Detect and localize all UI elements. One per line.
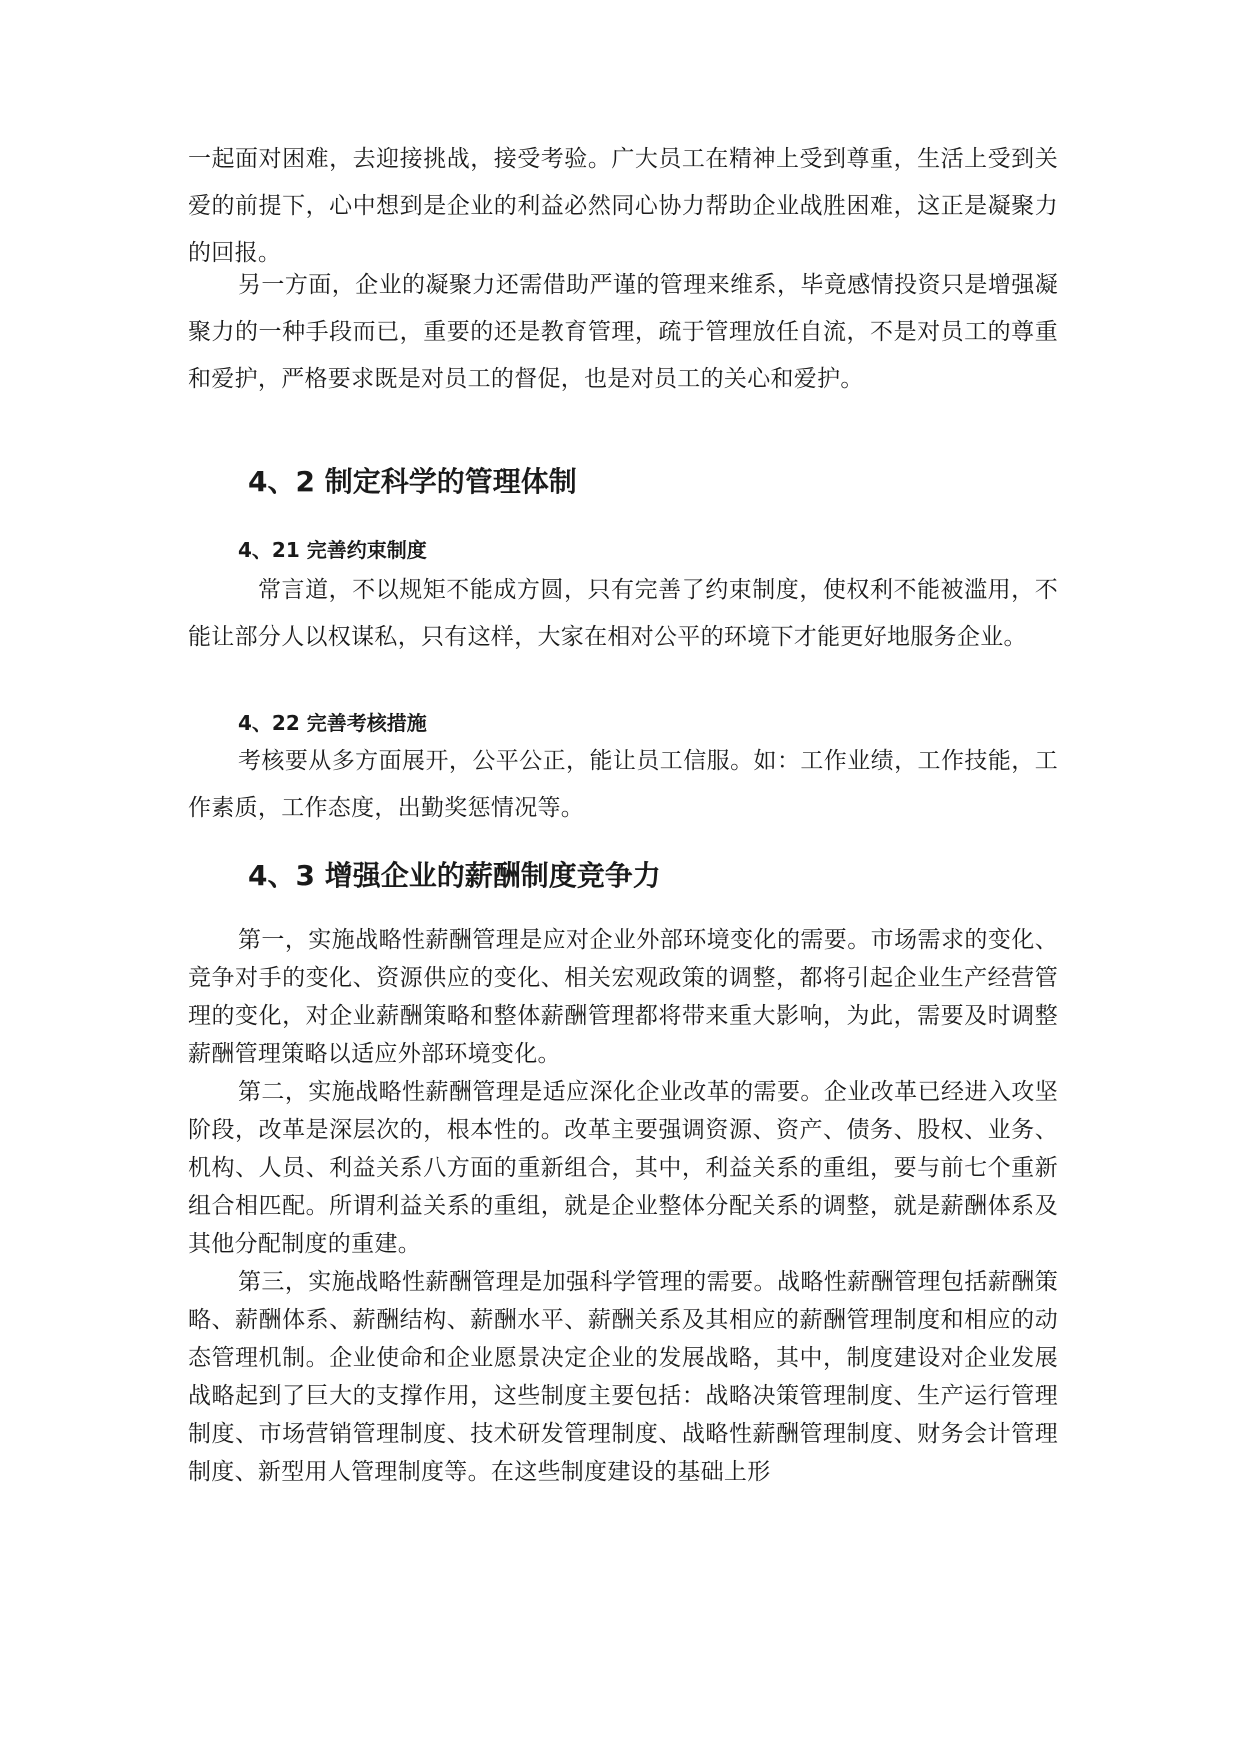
paragraph-constraint-system: 常言道，不以规矩不能成方圆，只有完善了约束制度，使权利不能被滥用，不能让部分人以权谋私，只有这样，大家在相对公平的环境下才能更好地服务企业。 — [188, 577, 1058, 650]
paragraph-strict-management: 另一方面，企业的凝聚力还需借助严谨的管理来维系，毕竟感情投资只是增强凝聚力的一种手段而已，重要的还是教育管理，疏于管理放任自流，不是对员工的尊重和爱护，严格要求既是对员工的督促，也是对员工的关心和爱护。 — [188, 272, 1058, 392]
paragraph-cohesion-reward: 一起面对困难，去迎接挑战，接受考验。广大员工在精神上受到尊重，生活上受到关爱的前提下，心中想到是企业的利益必然同心协力帮助企业战胜困难，这正是凝聚力的回报。 — [188, 146, 1058, 266]
paragraph-third-scientific-management: 第三，实施战略性薪酬管理是加强科学管理的需要。战略性薪酬管理包括薪酬策略、薪酬体系、薪酬结构、薪酬水平、薪酬关系及其相应的薪酬管理制度和相应的动态管理机制。企业使命和企业愿景决定企业的发展战略，其中，制度建设对企业发展战略起到了巨大的支撑作用，这些制度主要包括：战略决策管理制度、生产运行管理制度、市场营销管理制度、技术研发管理制度、战略性薪酬管理制度、财务会计管理制度、新型用人管理制度等。在这些制度建设的基础上形 — [188, 1269, 1058, 1485]
paragraph-assessment: 考核要从多方面展开，公平公正，能让员工信服。如：工作业绩，工作技能，工作素质，工作态度，出勤奖惩情况等。 — [188, 748, 1058, 821]
paragraph-second-reform: 第二，实施战略性薪酬管理是适应深化企业改革的需要。企业改革已经进入攻坚阶段，改革是深层次的，根本性的。改革主要强调资源、资产、债务、股权、业务、机构、人员、利益关系八方面的重新组合，其中，利益关系的重组，要与前七个重新组合相匹配。所谓利益关系的重组，就是企业整体分配关系的调整，就是薪酬体系及其他分配制度的重建。 — [188, 1079, 1058, 1257]
paragraph-first-external-environment: 第一，实施战略性薪酬管理是应对企业外部环境变化的需要。市场需求的变化、竞争对手的变化、资源供应的变化、相关宏观政策的调整，都将引起企业生产经营管理的变化，对企业薪酬策略和整体薪酬管理都将带来重大影响，为此，需要及时调整薪酬管理策略以适应外部环境变化。 — [188, 927, 1058, 1067]
heading-4-3: 4、3 增强企业的薪酬制度竞争力 — [248, 859, 661, 892]
heading-4-21: 4、21 完善约束制度 — [238, 538, 427, 562]
heading-4-22: 4、22 完善考核措施 — [238, 711, 427, 735]
heading-4-2: 4、2 制定科学的管理体制 — [248, 465, 577, 498]
